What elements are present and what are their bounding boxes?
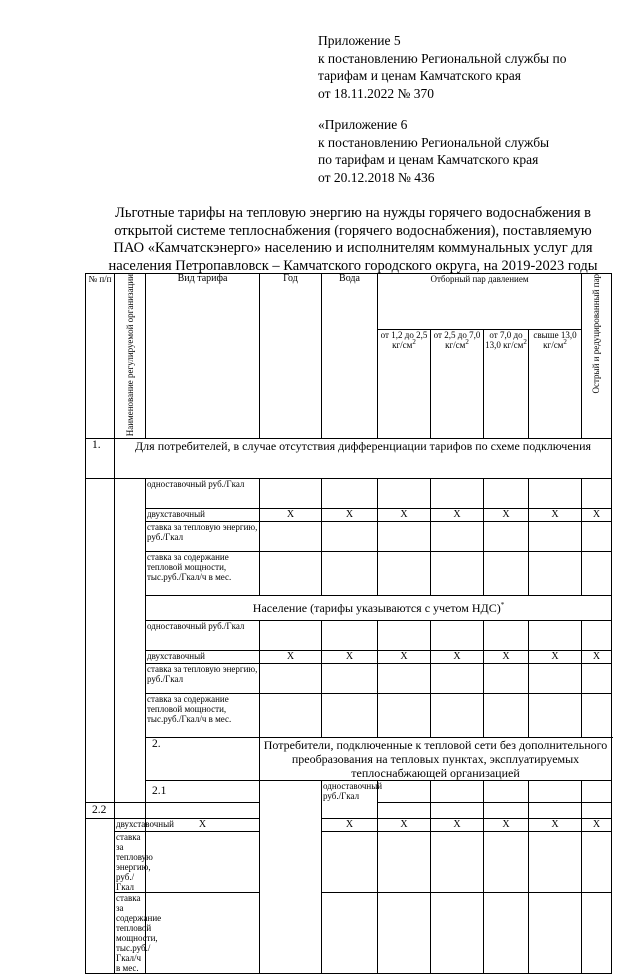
x-mark: X bbox=[378, 651, 431, 664]
title-line: открытой системе теплоснабжения (горячего водоснабжения), поставляемую bbox=[114, 222, 592, 239]
population-title: Население (тарифы указываются с учетом НДС)* bbox=[146, 596, 612, 621]
row-label: ставка за тепловую энергию, руб./Гкал bbox=[116, 832, 153, 893]
x-mark: X bbox=[582, 651, 612, 664]
x-mark: X bbox=[529, 819, 582, 832]
section-title: Потребители, подключенные к тепловой сети без дополнительного преобразования на тепловых пунктах, эксплуатируемых теплоснабжающей организацией bbox=[260, 738, 612, 781]
old-annex-line: к постановлению Региональной службы bbox=[318, 134, 550, 150]
org-cell bbox=[115, 479, 146, 803]
table-row bbox=[86, 509, 612, 522]
table-row bbox=[86, 479, 612, 509]
table-row bbox=[86, 621, 612, 651]
header-steam-1: от 1,2 до 2,5 $кг/см^2$ bbox=[378, 330, 431, 439]
old-annex-line: по тарифам и ценам Камчатского края bbox=[318, 152, 539, 167]
annex-line: Приложение 5 bbox=[318, 33, 401, 48]
x-mark: X bbox=[529, 509, 582, 522]
header-num: № п/п bbox=[86, 274, 115, 439]
header-tariff-type: Вид тарифа bbox=[146, 274, 260, 439]
row-label: ставка за тепловую энергию, руб./Гкал bbox=[146, 522, 260, 552]
x-mark: X bbox=[431, 509, 484, 522]
title-line: населения Петропавловск – Камчатского городского округа, на 2019-2023 годы bbox=[108, 257, 598, 274]
row-label: двухставочный bbox=[146, 651, 260, 664]
org-cell bbox=[260, 781, 322, 974]
num-cell bbox=[86, 479, 115, 803]
population-row bbox=[86, 596, 612, 621]
x-mark: X bbox=[378, 819, 431, 832]
x-mark: X bbox=[484, 819, 529, 832]
sub-number: 2.1 bbox=[146, 781, 260, 803]
annex-line: тарифам и ценам Камчатского края bbox=[318, 68, 521, 83]
row-label: одноставочный руб./Гкал bbox=[322, 781, 378, 819]
row-label: ставка за тепловую энергию, руб./Гкал bbox=[146, 664, 260, 694]
row-label: одноставочный руб./Гкал bbox=[146, 621, 260, 651]
annex-line: к постановлению Региональной службы по bbox=[318, 50, 567, 66]
old-annex-line: «Приложение 6 bbox=[318, 117, 408, 132]
x-mark: X bbox=[431, 651, 484, 664]
x-mark: X bbox=[260, 651, 322, 664]
old-annex-line: от 20.12.2018 № 436 bbox=[318, 169, 435, 185]
x-mark: X bbox=[322, 819, 378, 832]
row-label: ставка за содержание тепловой мощности, тыс.руб./Гкал/ч в мес. bbox=[146, 694, 260, 738]
x-mark: X bbox=[484, 651, 529, 664]
header-sharp-steam: Острый и редуцированный пар bbox=[582, 274, 612, 439]
title-line: Льготные тарифы на тепловую энергию на нужды горячего водоснабжения в bbox=[115, 205, 591, 221]
table-row bbox=[86, 819, 612, 832]
header-water: Вода bbox=[322, 274, 378, 439]
row-label: одноставочный руб./Гкал bbox=[146, 479, 260, 509]
header-steam-group: Отборный пар давлением bbox=[378, 274, 582, 330]
x-mark: X bbox=[529, 651, 582, 664]
num-cell bbox=[86, 819, 115, 974]
document-title bbox=[86, 205, 620, 275]
x-mark: X bbox=[431, 819, 484, 832]
x-mark: X bbox=[146, 819, 260, 832]
table-row bbox=[86, 893, 612, 974]
x-mark: X bbox=[322, 651, 378, 664]
table-row bbox=[86, 694, 612, 738]
table-row bbox=[86, 651, 612, 664]
table-header-row bbox=[86, 274, 612, 330]
section-title: Для потребителей, в случае отсутствия дифференциации тарифов по схеме подключения bbox=[115, 439, 612, 479]
x-mark: X bbox=[582, 509, 612, 522]
table-row bbox=[86, 832, 612, 893]
annex-header bbox=[318, 32, 566, 186]
section-row bbox=[86, 738, 612, 781]
table-row bbox=[86, 522, 612, 552]
header-steam-3: от 7,0 до 13,0 $кг/см^2$ bbox=[484, 330, 529, 439]
section-number: 1. bbox=[86, 439, 115, 479]
annex-line: от 18.11.2022 № 370 bbox=[318, 85, 434, 101]
row-label: ставка за содержание тепловой мощности, тыс.руб./Гкал/ч в мес. bbox=[116, 893, 162, 974]
header-steam-4: свыше 13,0 $кг/см^2$ bbox=[529, 330, 582, 439]
sub-number: 2.2 bbox=[86, 803, 115, 819]
tariff-table bbox=[85, 273, 612, 974]
header-year: Год bbox=[260, 274, 322, 439]
x-mark: X bbox=[484, 509, 529, 522]
section-row bbox=[86, 439, 612, 479]
row-label: двухставочный bbox=[146, 509, 260, 522]
section-number: 2. bbox=[146, 738, 260, 781]
table-row bbox=[86, 552, 612, 596]
row-label: двухставочный bbox=[115, 819, 146, 832]
header-steam-2: от 2,5 до 7,0 $кг/см^2$ bbox=[431, 330, 484, 439]
row-label: ставка за содержание тепловой мощности, тыс.руб./Гкал/ч в мес. bbox=[146, 552, 260, 596]
x-mark: X bbox=[322, 509, 378, 522]
table-row bbox=[86, 664, 612, 694]
title-line: ПАО «Камчатскэнерго» населению и исполнителям коммунальных услуг для bbox=[113, 240, 593, 256]
x-mark: X bbox=[378, 509, 431, 522]
x-mark: X bbox=[260, 509, 322, 522]
header-org: Наименование регулируемой организации bbox=[115, 274, 146, 439]
table-row bbox=[86, 781, 612, 803]
x-mark: X bbox=[582, 819, 612, 832]
